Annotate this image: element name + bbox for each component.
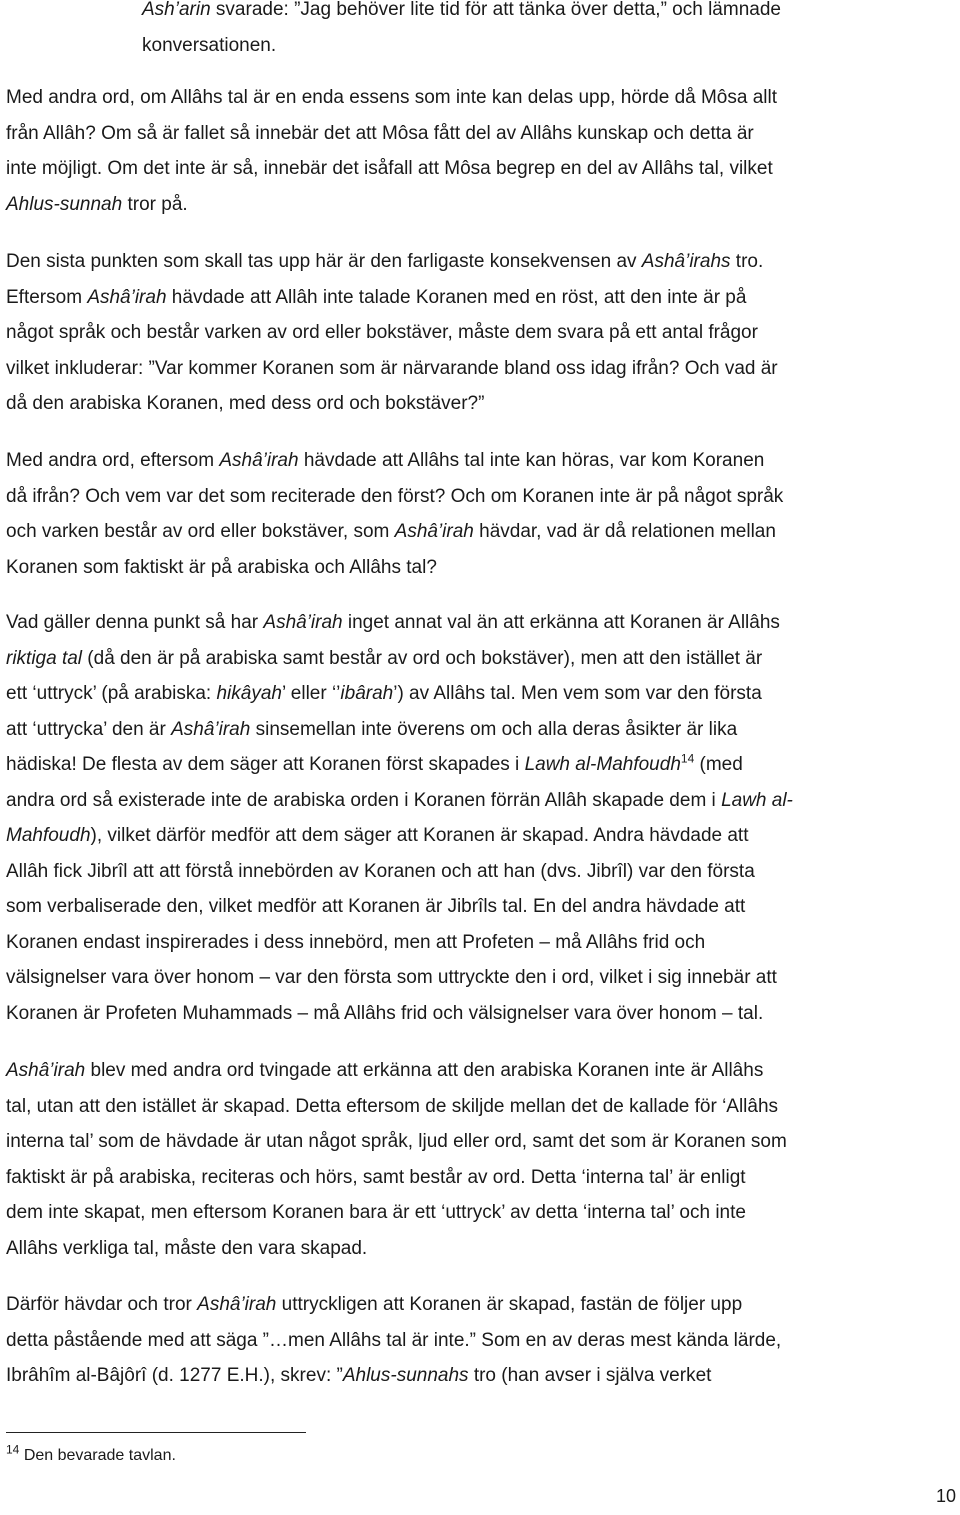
text-line (6, 1287, 958, 1323)
text-segment: Allâh fick Jibrîl att att förstå innebörden av Koranen och att han (dvs. Jibrîl) var den första (6, 860, 755, 882)
text-segment: ett ‘uttryck’ (på arabiska: (6, 683, 217, 704)
text-line (142, 28, 942, 64)
text-segment: sinsemellan inte överens om och alla deras åsikter är lika (250, 718, 738, 740)
text-segment: Ibrâhîm al-Bâjôrî (d. 1277 E.H.), skrev: ” (6, 1365, 343, 1386)
paragraph-2 (6, 244, 958, 422)
text-line (6, 351, 958, 387)
italic-text: Lawh al- (721, 789, 793, 811)
text-segment: från Allâh? Om så är fallet så innebär det att Môsa fått del av Allâhs kunskap och detta är (6, 122, 754, 144)
footnote-separator (6, 1432, 306, 1433)
text-segment: interna tal’ som de hävdade är utan något språk, ljud eller ord, samt det som är Koranen som (6, 1131, 787, 1152)
text-line (6, 641, 958, 677)
text-line (142, 0, 942, 28)
text-line (6, 783, 958, 819)
text-segment: ’ eller ‘’ (281, 683, 341, 704)
footnote (6, 1444, 176, 1468)
italic-text: ibârah (340, 683, 394, 704)
page-number: 10 (935, 1486, 956, 1506)
footnote-reference: 14 (680, 751, 695, 766)
text-segment: Koranen som faktiskt är på arabiska och Allâhs tal? (6, 556, 437, 578)
text-segment: som verbaliserade den, vilket medför att Koranen är Jibrîls tal. En del andra hävdade att (6, 896, 746, 917)
text-segment: och varken består av ord eller bokstäver, som (6, 521, 395, 542)
text-segment: hädiska! De flesta av dem säger att Koranen först skapades i (6, 754, 525, 775)
text-line (6, 386, 958, 422)
italic-text: Mahfoudh (6, 825, 91, 846)
text-line (6, 889, 958, 925)
text-segment: välsignelser vara över honom – var den första som uttryckte den i ord, vilket i sig innebär att (6, 967, 777, 988)
text-line (6, 514, 958, 550)
text-line (6, 280, 958, 316)
text-segment: (med (694, 754, 743, 775)
text-line (6, 925, 958, 961)
text-segment: Med andra ord, om Allâhs tal är en enda essens som inte kan delas upp, hörde då Môsa allt (6, 87, 778, 108)
text-segment: Eftersom (6, 286, 88, 308)
text-segment: tro (han avser i själva verket (468, 1365, 712, 1386)
text-segment: konversationen. (142, 34, 277, 56)
text-line (6, 1358, 958, 1394)
text-segment: dem inte skapat, men eftersom Koranen bara är ett ‘uttryck’ av detta ‘interna tal’ och inte (6, 1202, 746, 1223)
text-segment: tro. (730, 251, 764, 272)
paragraph-3 (6, 443, 958, 585)
text-segment: (då den är på arabiska samt består av ord och bokstäver), men att den istället är (82, 647, 763, 669)
italic-text: Ash’arin (142, 0, 211, 20)
italic-text: Ashâ’irah (197, 1294, 277, 1315)
text-segment: hävdade att Allâhs tal inte kan höras, var kom Koranen (298, 450, 765, 471)
text-segment: hävdade att Allâh inte talade Koranen med en röst, att den inte är på (166, 286, 747, 308)
text-line (6, 479, 958, 515)
italic-text: Ahlus-sunnah (6, 193, 123, 215)
text-line (6, 1053, 958, 1089)
paragraph-1 (6, 80, 958, 222)
text-segment: Vad gäller denna punkt så har (6, 612, 264, 633)
text-segment: då den arabiska Koranen, med dess ord och bokstäver?” (6, 393, 485, 414)
text-line (6, 315, 958, 351)
text-line (6, 960, 958, 996)
text-segment: inte möjligt. Om det inte är så, innebär det isåfall att Môsa begrep en del av Allâhs tal, vilket (6, 158, 773, 179)
text-line (6, 1124, 958, 1160)
text-segment: inget annat val än att erkänna att Koranen är Allâhs (342, 612, 780, 633)
text-line (6, 1160, 958, 1196)
text-line (6, 151, 958, 187)
text-line (6, 676, 958, 712)
text-segment: faktiskt är på arabiska, reciteras och hörs, samt består av ord. Detta ‘interna tal’ är enligt (6, 1166, 746, 1188)
italic-text: Ashâ’irah (263, 612, 343, 633)
text-segment: ), vilket därför medför att dem säger att Koranen är skapad. Andra hävdade att (90, 825, 749, 846)
text-line (6, 187, 958, 223)
text-segment: svarade: ”Jag behöver lite tid för att tänka över detta,” och lämnade (210, 0, 781, 20)
text-segment: uttryckligen att Koranen är skapad, fastän de följer upp (276, 1294, 743, 1315)
italic-text: Ashâ’irah (171, 718, 251, 740)
footnote-number: 14 (6, 1442, 20, 1457)
italic-text: Ashâ’irah (219, 450, 299, 471)
text-line (6, 1231, 958, 1267)
text-line (6, 550, 958, 586)
text-line (6, 712, 958, 748)
text-segment: Med andra ord, eftersom (6, 450, 220, 471)
text-line (6, 818, 958, 854)
italic-text: Ahlus-sunnahs (342, 1365, 469, 1386)
text-line (6, 1089, 958, 1125)
italic-text: riktiga tal (6, 647, 83, 669)
italic-text: Ashâ’irahs (641, 251, 731, 272)
italic-text: Ashâ’irah (87, 286, 167, 308)
text-line (6, 996, 958, 1032)
text-segment: något språk och består varken av ord eller bokstäver, måste dem svara på ett antal frågor (6, 322, 758, 343)
italic-text: hikâyah (216, 683, 282, 704)
text-segment: hävdar, vad är då relationen mellan (473, 521, 776, 542)
text-segment: detta påstående med att säga ”…men Allâhs tal är inte.” Som en av deras mest kända lärde, (6, 1329, 782, 1351)
text-segment: blev med andra ord tvingade att erkänna att den arabiska Koranen inte är Allâhs (85, 1060, 764, 1081)
text-line (6, 1195, 958, 1231)
paragraph-4 (6, 605, 958, 1031)
text-segment: Allâhs verkliga tal, måste den vara skapad. (6, 1237, 368, 1259)
text-segment: Koranen är Profeten Muhammads – må Allâhs frid och välsignelser vara över honom – tal. (6, 1002, 764, 1024)
paragraph-6 (6, 1287, 958, 1394)
text-segment: andra ord så existerade inte de arabiska orden i Koranen förrän Allâh skapade dem i (6, 789, 722, 811)
text-line (6, 80, 958, 116)
italic-text: Ashâ’irah (394, 521, 474, 542)
text-line (6, 116, 958, 152)
text-line (6, 1323, 958, 1359)
text-line (6, 244, 958, 280)
text-segment: tal, utan att den istället är skapad. Detta eftersom de skiljde mellan det de kallade för ‘Allâhs (6, 1095, 779, 1117)
footnote-text: Den bevarade tavlan. (23, 1447, 176, 1464)
text-segment: vilket inkluderar: ”Var kommer Koranen som är närvarande bland oss idag ifrån? Och vad är (6, 357, 778, 379)
paragraph-5 (6, 1053, 958, 1266)
text-segment: Koranen endast inspirerades i dess innebörd, men att Profeten – må Allâhs frid och (6, 931, 706, 953)
text-segment: att ‘uttrycka’ den är (6, 718, 172, 740)
text-line (6, 854, 958, 890)
text-segment: då ifrån? Och vem var det som reciterade den först? Och om Koranen inte är på något språk (6, 485, 784, 507)
text-line (6, 443, 958, 479)
text-segment: Därför hävdar och tror (6, 1294, 198, 1315)
paragraph-dialogue (142, 0, 942, 63)
text-segment: ’) av Allâhs tal. Men vem som var den första (393, 683, 762, 704)
text-segment: Den sista punkten som skall tas upp här är den farligaste konsekvensen av (6, 251, 642, 272)
italic-text: Ashâ’irah (6, 1060, 86, 1081)
text-line (6, 605, 958, 641)
text-segment: tror på. (122, 193, 188, 215)
text-line (6, 747, 958, 783)
italic-text: Lawh al-Mahfoudh (524, 754, 681, 775)
